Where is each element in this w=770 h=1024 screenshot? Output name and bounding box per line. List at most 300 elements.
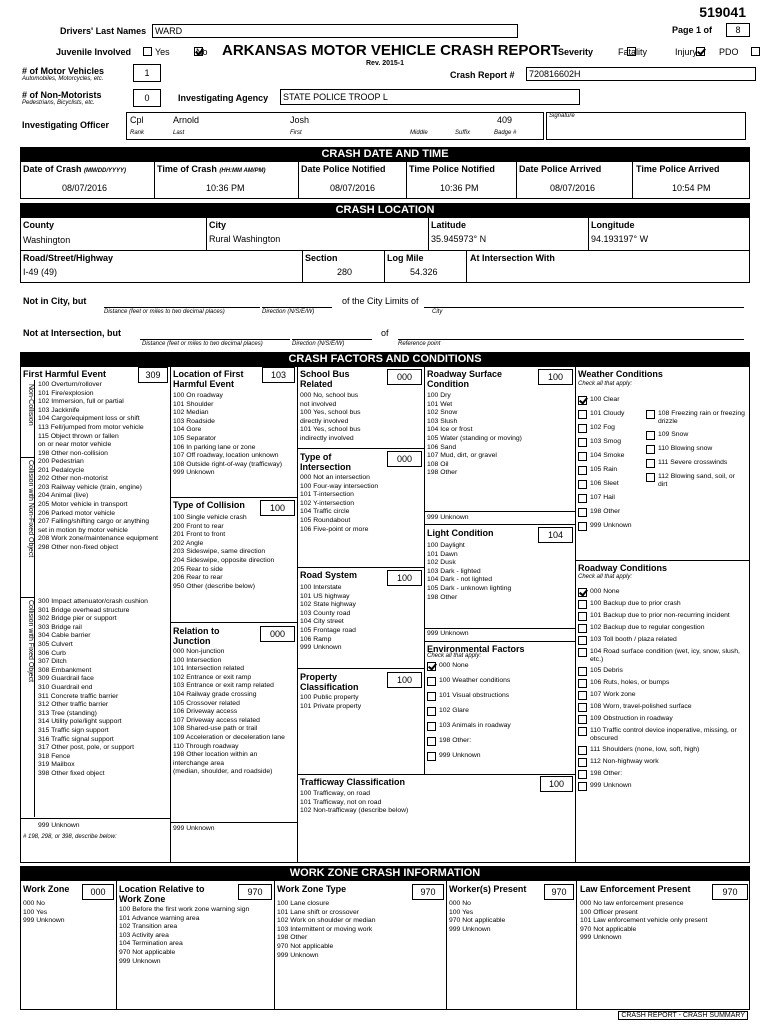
- list-item: on or near motor vehicle: [38, 441, 112, 449]
- list-item: 999 Unknown: [173, 469, 215, 477]
- checkbox-row[interactable]: [427, 722, 567, 731]
- list-item: 309 Guardrail face: [38, 675, 94, 683]
- loc-first-label: Location of First Harmful Event: [173, 369, 244, 389]
- list-item: 203 Railway vehicle (train, engine): [38, 483, 142, 491]
- checkbox-row[interactable]: [578, 480, 644, 489]
- list-item: 100 Lane closure: [277, 900, 330, 907]
- list-item: 999 Unknown: [23, 917, 65, 925]
- list-item: (median, shoulder, and roadside): [173, 768, 273, 776]
- date-of-crash-label: Date of Crash (MM/DD/YYYY): [23, 164, 127, 174]
- list-item: 100 Officer present: [580, 908, 638, 916]
- checkbox[interactable]: [578, 424, 587, 433]
- list-item: 201 Front to front: [173, 531, 226, 539]
- list-item: interchange area: [173, 759, 225, 767]
- checkbox[interactable]: [427, 722, 436, 731]
- intersection-label: At Intersection With: [470, 253, 555, 263]
- officer-suffix-label: Suffix: [455, 130, 471, 136]
- checkbox[interactable]: [646, 431, 655, 440]
- loc-first-code[interactable]: 103: [262, 367, 295, 383]
- list-item: 104 Traffic circle: [300, 508, 350, 516]
- non-motorists-sub: Pedestrians, Bicyclists, etc.: [22, 100, 95, 106]
- not-in-city-label: Not in City, but: [23, 296, 87, 306]
- severity-pdo-checkbox[interactable]: [751, 47, 760, 56]
- city-value[interactable]: Rural Washington: [209, 234, 281, 244]
- non-collision-vertical: Non-Collision: [27, 384, 34, 426]
- first-harmful-nonfixed-list: [38, 458, 158, 553]
- wz-law-code[interactable]: 970: [712, 884, 748, 900]
- checkbox[interactable]: [427, 752, 436, 761]
- list-item: 200 Front to rear: [173, 522, 224, 530]
- checkbox[interactable]: [578, 691, 587, 700]
- intersection-type-list: [300, 474, 378, 534]
- list-item: 113 Fell/jumped from motor vehicle: [38, 423, 144, 431]
- wz-workers-label: Worker(s) Present: [449, 884, 527, 894]
- checkbox-row[interactable]: [427, 692, 567, 701]
- list-item: 312 Other traffic barrier: [38, 701, 109, 709]
- longitude-value[interactable]: 94.193197° W: [591, 234, 649, 244]
- checkbox-row[interactable]: [578, 466, 644, 475]
- checkbox-row[interactable]: [578, 782, 746, 791]
- checkbox[interactable]: [578, 667, 587, 676]
- checkbox[interactable]: [578, 636, 587, 645]
- severity-label: Severity: [558, 47, 594, 57]
- list-item: 104 Dark - not lighted: [427, 576, 492, 584]
- checkbox-label: 104 Smoke: [590, 452, 625, 459]
- checkbox-row[interactable]: [646, 410, 746, 426]
- env-list: [427, 662, 567, 767]
- loc-first-list: [173, 392, 282, 478]
- collision-type-code[interactable]: 100: [260, 500, 295, 516]
- checkbox-label: 112 Blowing sand, soil, or dirt: [658, 473, 735, 488]
- checkbox[interactable]: [578, 410, 587, 419]
- not-in-city-sub2: Direction (N/S/E/W): [262, 309, 315, 315]
- list-item: 105 Frontage road: [300, 626, 356, 634]
- checkbox-label: 107 Work zone: [590, 691, 636, 698]
- trafficway-label: Trafficway Classification: [300, 777, 406, 787]
- page-indicator: [672, 25, 712, 35]
- list-item: 103 Activity area: [119, 931, 169, 939]
- list-item: 100 Trafficway, on road: [300, 790, 371, 797]
- list-item: 100 Yes: [449, 908, 474, 916]
- checkbox[interactable]: [427, 692, 436, 701]
- wz-work-zone-list: [23, 900, 65, 926]
- list-item: 105 Separator: [173, 434, 217, 442]
- trafficway-code[interactable]: 100: [540, 776, 573, 792]
- page-total: 8: [726, 23, 750, 37]
- list-item: 100 Yes, school bus: [300, 409, 361, 417]
- checkbox-label: 101 Visual obstructions: [439, 692, 510, 699]
- section-crash-location: CRASH LOCATION: [20, 203, 750, 217]
- road-cond-sub: Check all that apply:: [578, 574, 633, 580]
- list-item: 100 Before the first work zone warning sign: [119, 906, 250, 913]
- officer-last-label: Last: [173, 130, 185, 136]
- light-unknown: 999 Unknown: [427, 630, 469, 637]
- drivers-last-names-field[interactable]: [152, 24, 518, 38]
- list-item: 101 Lane shift or crossover: [277, 908, 359, 916]
- not-at-intersection-of: of: [381, 328, 389, 338]
- checkbox[interactable]: [646, 473, 655, 482]
- checkbox-label: 100 Weather conditions: [439, 677, 511, 684]
- list-item: 104 Railway grade crossing: [173, 690, 257, 698]
- intersection-type-label: Type of Intersection: [300, 452, 352, 472]
- checkbox[interactable]: [646, 410, 655, 419]
- list-item: 198 Other: [427, 593, 458, 601]
- wz-work-zone-label: Work Zone: [23, 884, 70, 894]
- checkbox[interactable]: [646, 459, 655, 468]
- list-item: 000 Not an intersection: [300, 474, 370, 481]
- list-item: 311 Concrete traffic barrier: [38, 692, 119, 700]
- checkbox[interactable]: [578, 624, 587, 633]
- officer-rank: Cpl: [130, 115, 144, 125]
- wz-type-list: [277, 900, 376, 960]
- checkbox[interactable]: [578, 452, 587, 461]
- checkbox-row[interactable]: [578, 727, 746, 743]
- checkbox[interactable]: [578, 480, 587, 489]
- wz-loc-rel-label: Location Relative to Work Zone: [119, 884, 205, 904]
- checkbox-label: 106 Ruts, holes, or bumps: [590, 679, 670, 686]
- list-item: 101 T-intersection: [300, 491, 354, 499]
- officer-first: Josh: [290, 115, 310, 125]
- checkbox-label: 111 Shoulders (none, low, soft, high): [590, 746, 700, 753]
- relation-junction-label: Relation to Junction: [173, 626, 220, 646]
- checkbox-row[interactable]: [578, 758, 746, 767]
- checkbox[interactable]: [578, 782, 587, 791]
- checkbox[interactable]: [578, 600, 587, 609]
- list-item: 106 Five-point or more: [300, 525, 369, 533]
- light-list: [427, 542, 511, 602]
- list-item: directly involved: [300, 417, 349, 425]
- checkbox-row[interactable]: [578, 438, 644, 447]
- checkbox[interactable]: [427, 737, 436, 746]
- list-item: 100 Overturn/rollover: [38, 381, 102, 388]
- list-item: 303 Bridge rail: [38, 623, 82, 631]
- list-item: 107 Mud, dirt, or gravel: [427, 452, 497, 460]
- list-item: 100 Daylight: [427, 542, 465, 549]
- intersection-type-code[interactable]: 000: [387, 451, 422, 467]
- list-item: 102 Dusk: [427, 559, 456, 567]
- officer-signature-field[interactable]: [546, 112, 746, 140]
- list-item: 000 No: [23, 900, 45, 907]
- checkbox-row[interactable]: [578, 452, 644, 461]
- checkbox-label: 103 Smog: [590, 438, 621, 445]
- collision-type-label: Type of Collision: [173, 500, 245, 510]
- checkbox-label: 198 Other:: [439, 737, 472, 744]
- checkbox[interactable]: [578, 715, 587, 724]
- checkbox-row[interactable]: [646, 431, 746, 440]
- officer-middle-label: Middle: [410, 130, 428, 136]
- list-item: 106 Driveway access: [173, 708, 238, 716]
- checkbox[interactable]: [578, 648, 587, 657]
- road-cond-list: [578, 588, 746, 794]
- checkbox-label: 109 Snow: [658, 431, 689, 438]
- list-item: 314 Utility pole/light support: [38, 718, 122, 726]
- checkbox-row[interactable]: [578, 494, 644, 503]
- checkbox[interactable]: [578, 522, 587, 531]
- checkbox[interactable]: [578, 588, 587, 597]
- time-arrived-value[interactable]: 10:54 PM: [672, 183, 711, 193]
- date-notified-label: Date Police Notified: [301, 164, 386, 174]
- property-class-code[interactable]: 100: [387, 672, 422, 688]
- city-label: City: [209, 220, 227, 230]
- checkbox[interactable]: [427, 677, 436, 686]
- checkbox-label: 108 Freezing rain or freezing drizzle: [658, 410, 745, 425]
- agency-label: Investigating Agency: [178, 93, 269, 103]
- checkbox[interactable]: [646, 445, 655, 454]
- wz-loc-rel-code[interactable]: 970: [238, 884, 272, 900]
- list-item: 319 Mailbox: [38, 761, 75, 769]
- list-item: 110 Through roadway: [173, 742, 239, 750]
- date-notified-value[interactable]: 08/07/2016: [330, 183, 376, 193]
- checkbox[interactable]: [578, 703, 587, 712]
- checkbox-row[interactable]: [578, 410, 644, 419]
- time-notified-value[interactable]: 10:36 PM: [440, 183, 479, 193]
- wz-work-zone-code[interactable]: 000: [82, 884, 114, 900]
- checkbox-row[interactable]: [578, 588, 746, 597]
- checkbox[interactable]: [578, 466, 587, 475]
- checkbox-label: 103 Toll booth / plaza related: [590, 636, 677, 643]
- crash-report-label: Crash Report #: [450, 70, 515, 80]
- checkbox-row[interactable]: [578, 636, 746, 645]
- list-item: 105 Water (standing or moving): [427, 434, 522, 442]
- section-crash-factors: CRASH FACTORS AND CONDITIONS: [20, 352, 750, 366]
- non-motorists-label: # of Non-Motorists: [22, 90, 102, 100]
- juvenile-yes-checkbox[interactable]: [143, 47, 152, 56]
- list-item: not involved: [300, 400, 337, 408]
- weather-right-list: [646, 410, 746, 494]
- checkbox-label: 000 None: [439, 662, 469, 669]
- not-in-city-sub1: Distance (feet or miles to two decimal places): [104, 309, 225, 315]
- longitude-label: Longitude: [591, 220, 635, 230]
- list-item: 198 Other: [277, 934, 308, 942]
- drivers-last-names-value: WARD: [155, 26, 183, 36]
- property-class-list: [300, 694, 361, 711]
- list-item: 102 Snow: [427, 409, 458, 417]
- list-item: 318 Fence: [38, 752, 71, 760]
- county-value[interactable]: Washington: [23, 235, 71, 245]
- not-at-intersection-label: Not at Intersection, but: [23, 328, 122, 338]
- road-system-code[interactable]: 100: [387, 570, 422, 586]
- checkbox-label: 104 Road surface condition (wet, icy, snow, slush, etc.): [590, 648, 740, 663]
- list-item: 300 Impact attenuator/crash cushion: [38, 598, 148, 605]
- list-item: 000 No law enforcement presence: [580, 900, 684, 907]
- checkbox-row[interactable]: [646, 445, 746, 454]
- list-item: 103 Roadside: [173, 417, 215, 425]
- checkbox-row[interactable]: [646, 459, 746, 468]
- list-item: 308 Embankment: [38, 666, 92, 674]
- list-item: 201 Pedalcycle: [38, 466, 85, 474]
- list-item: 105 Roundabout: [300, 516, 351, 524]
- list-item: 315 Traffic sign support: [38, 726, 109, 734]
- time-arrived-label: Time Police Arrived: [636, 164, 720, 174]
- officer-signature-label: Signature: [549, 113, 575, 119]
- officer-badge-label: Badge #: [494, 130, 517, 136]
- checkbox-row[interactable]: [427, 752, 567, 761]
- drivers-last-names-label: Drivers' Last Names: [60, 26, 147, 36]
- checkbox-row[interactable]: [427, 677, 567, 686]
- list-item: 103 Entrance or exit ramp related: [173, 682, 274, 690]
- checkbox[interactable]: [578, 612, 587, 621]
- checkbox-row[interactable]: [578, 770, 746, 779]
- log-mile-label: Log Mile: [387, 253, 424, 263]
- checkbox-row[interactable]: [578, 715, 746, 724]
- list-item: 398 Other fixed object: [38, 769, 105, 777]
- list-item: 302 Bridge pier or support: [38, 615, 117, 623]
- road-cond-label: Roadway Conditions: [578, 563, 668, 573]
- list-item: 101 Yes, school bus: [300, 426, 361, 434]
- checkbox[interactable]: [578, 679, 587, 688]
- list-item: 106 Sand: [427, 443, 457, 451]
- road-system-label: Road System: [300, 570, 358, 580]
- list-item: 103 Intermittent or moving work: [277, 925, 373, 933]
- first-harmful-noncollision-list: [38, 381, 144, 458]
- relation-junction-code[interactable]: 000: [260, 626, 295, 642]
- list-item: 107 Off roadway, location unknown: [173, 452, 279, 460]
- first-harmful-fixed-list: [38, 598, 148, 778]
- list-item: 101 Dawn: [427, 550, 458, 558]
- checkbox-row[interactable]: [578, 424, 644, 433]
- list-item: 204 Animal (live): [38, 492, 89, 500]
- list-item: 104 Ice or frost: [427, 426, 473, 434]
- road-label: Road/Street/Highway: [23, 253, 114, 263]
- checkbox[interactable]: [578, 396, 587, 405]
- checkbox-row[interactable]: [578, 746, 746, 755]
- checkbox-label: 103 Animals in roadway: [439, 722, 511, 729]
- non-motorists-field[interactable]: 0: [133, 89, 161, 107]
- checkbox-row[interactable]: [578, 522, 644, 531]
- checkbox-row[interactable]: [578, 667, 746, 676]
- date-arrived-label: Date Police Arrived: [519, 164, 602, 174]
- date-of-crash-value[interactable]: 08/07/2016: [62, 183, 108, 193]
- checkbox[interactable]: [427, 707, 436, 716]
- time-of-crash-value[interactable]: 10:36 PM: [206, 183, 245, 193]
- section-label: Section: [305, 253, 338, 263]
- list-item: 999 Unknown: [449, 925, 491, 933]
- checkbox-row[interactable]: [578, 691, 746, 700]
- checkbox-row[interactable]: [427, 737, 567, 746]
- list-item: 101 Fire/explosion: [38, 389, 94, 397]
- road-system-list: [300, 584, 356, 653]
- list-item: 313 Tree (standing): [38, 709, 97, 717]
- list-item: 102 Median: [173, 409, 209, 417]
- checkbox-label: 100 Clear: [590, 396, 620, 403]
- list-item: 202 Other non-motorist: [38, 475, 108, 483]
- juvenile-no-label: No: [196, 47, 208, 57]
- list-item: 100 Public property: [300, 694, 359, 701]
- weather-label: Weather Conditions: [578, 369, 663, 379]
- list-item: 000 Non-junction: [173, 648, 225, 655]
- list-item: 970 Not applicable: [580, 925, 637, 933]
- wz-type-code[interactable]: 970: [412, 884, 444, 900]
- list-item: 999 Unknown: [580, 934, 622, 942]
- section-value[interactable]: 280: [337, 267, 353, 277]
- road-value[interactable]: I-49 (49): [23, 267, 58, 277]
- list-item: 316 Traffic signal support: [38, 735, 114, 743]
- relation-junction-list: [173, 648, 285, 777]
- crash-report-field[interactable]: 720816602H: [526, 67, 756, 81]
- not-in-city-sub3: City: [432, 309, 443, 315]
- list-item: 310 Guardrail end: [38, 683, 93, 691]
- weather-left-list: [578, 396, 644, 536]
- checkbox[interactable]: [578, 758, 587, 767]
- list-item: 106 In parking lane or zone: [173, 443, 256, 451]
- checkbox-row[interactable]: [646, 473, 746, 489]
- school-bus-list: [300, 392, 360, 444]
- checkbox-row[interactable]: [427, 662, 567, 671]
- list-item: 108 Shared-use path or trail: [173, 725, 258, 733]
- list-item: 102 Non-trafficway (describe below): [300, 807, 409, 815]
- surface-list: [427, 392, 522, 478]
- checkbox-row[interactable]: [578, 648, 746, 664]
- checkbox[interactable]: [578, 727, 587, 736]
- light-code[interactable]: 104: [538, 527, 573, 543]
- checkbox-label: 107 Hail: [590, 494, 615, 501]
- checkbox[interactable]: [578, 494, 587, 503]
- first-harmful-code[interactable]: 309: [138, 367, 168, 383]
- checkbox-row[interactable]: [578, 600, 746, 609]
- checkbox-label: 102 Backup due to regular congestion: [590, 624, 705, 631]
- latitude-value[interactable]: 35.945973° N: [431, 234, 487, 244]
- list-item: set in motion by motor vehicle: [38, 526, 128, 534]
- agency-field[interactable]: STATE POLICE TROOP L: [280, 89, 580, 105]
- checkbox-label: 108 Worn, travel-polished surface: [590, 703, 692, 710]
- list-item: 950 Other (describe below): [173, 582, 255, 590]
- list-item: 999 Unknown: [119, 957, 161, 965]
- checkbox[interactable]: [578, 508, 587, 517]
- log-mile-value[interactable]: 54.326: [410, 267, 438, 277]
- section-work-zone: WORK ZONE CRASH INFORMATION: [20, 866, 750, 880]
- checkbox[interactable]: [578, 746, 587, 755]
- severity-injury-checkbox[interactable]: [696, 47, 705, 56]
- checkbox-label: 101 Backup due to prior non-recurring incident: [590, 612, 730, 619]
- list-item: 305 Culvert: [38, 640, 73, 648]
- motor-vehicles-field[interactable]: 1: [133, 64, 161, 82]
- checkbox-row[interactable]: [427, 707, 567, 716]
- checkbox-row[interactable]: [578, 508, 644, 517]
- motor-vehicles-label: # of Motor Vehicles: [22, 66, 105, 76]
- checkbox-label: 000 None: [590, 588, 620, 595]
- wz-workers-code[interactable]: 970: [544, 884, 574, 900]
- checkbox-row[interactable]: [578, 396, 644, 405]
- wz-loc-rel-list: [119, 906, 249, 966]
- surface-code[interactable]: 100: [538, 369, 573, 385]
- checkbox[interactable]: [578, 438, 587, 447]
- list-item: 198 Other: [427, 469, 458, 477]
- county-label: County: [23, 220, 54, 230]
- checkbox-row[interactable]: [578, 624, 746, 633]
- officer-rank-label: Rank: [130, 130, 145, 136]
- checkbox-row[interactable]: [578, 703, 746, 712]
- list-item: 104 Gore: [173, 426, 202, 434]
- checkbox-label: 111 Severe crosswinds: [658, 459, 728, 466]
- checkbox-row[interactable]: [578, 612, 746, 621]
- list-item: 100 Yes: [23, 908, 48, 916]
- checkbox[interactable]: [427, 662, 436, 671]
- list-item: 103 Slush: [427, 417, 458, 425]
- severity-pdo-label: PDO: [719, 47, 739, 57]
- env-label: Environmental Factors: [427, 644, 525, 654]
- checkbox-label: 999 Unknown: [439, 752, 481, 759]
- list-item: 000 No: [449, 900, 471, 907]
- date-arrived-value[interactable]: 08/07/2016: [550, 183, 596, 193]
- list-item: 106 Ramp: [300, 635, 332, 643]
- checkbox[interactable]: [578, 770, 587, 779]
- checkbox-row[interactable]: [578, 679, 746, 688]
- list-item: 104 Cargo/equipment loss or shift: [38, 415, 140, 423]
- list-item: 101 Advance warning area: [119, 914, 200, 922]
- footer-label: CRASH REPORT - CRASH SUMMARY: [618, 1011, 748, 1020]
- page-label: Page 1 of: [672, 25, 713, 35]
- school-bus-code[interactable]: 000: [387, 369, 422, 385]
